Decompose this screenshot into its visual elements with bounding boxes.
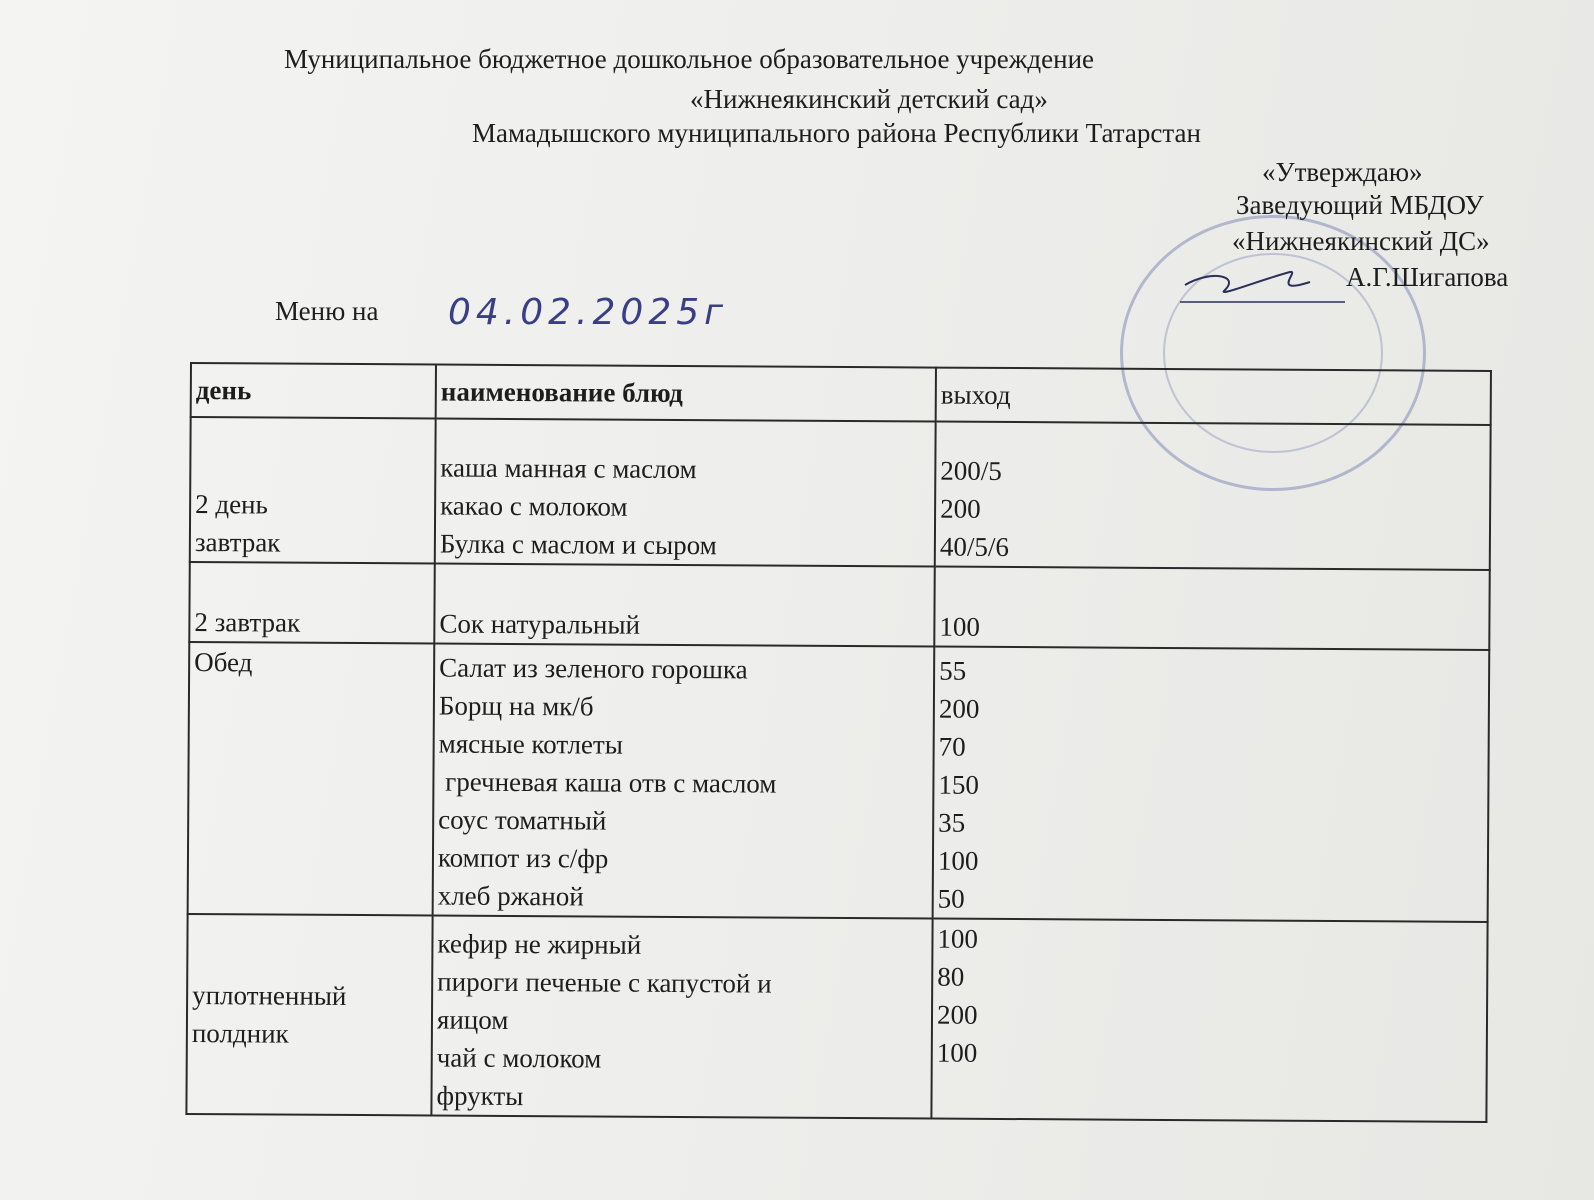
meal-name: Обед	[194, 647, 253, 678]
portion-value: 35	[938, 807, 966, 838]
column-header-day: день	[191, 363, 436, 418]
portion-value: 70	[938, 731, 966, 762]
portions-cell	[934, 567, 1489, 650]
dish-item: чай с молоком	[436, 1042, 602, 1074]
meal-cell	[190, 417, 436, 563]
table-row	[188, 642, 1490, 922]
dish-item: соус томатный	[438, 804, 607, 836]
menu-date-handwritten: 04.02.2025г	[448, 292, 729, 333]
portion-value: 200	[936, 999, 978, 1030]
dish-item: кефир не жирный	[437, 928, 642, 960]
approval-position: Заведующий МБДОУ	[1236, 190, 1484, 220]
portions-cell	[931, 919, 1487, 1122]
dish-item: хлеб ржаной	[437, 880, 584, 912]
portions-cell	[935, 422, 1491, 570]
approver-name: А.Г.Шигапова	[1346, 262, 1509, 292]
organization-name-line-1: Муниципальное бюджетное дошкольное образовательное учреждение	[284, 44, 1094, 74]
portion-value: 100	[937, 923, 979, 954]
portion-value: 40/5/6	[939, 531, 1009, 563]
dishes-cell	[434, 563, 934, 646]
menu-table	[185, 362, 1492, 1123]
dish-item: гречневая каша отв с маслом	[438, 766, 777, 799]
handwritten-signature	[1180, 250, 1350, 310]
table-row	[190, 417, 1491, 570]
portion-value: 50	[937, 883, 965, 914]
dish-item: каша манная с маслом	[440, 452, 697, 485]
meal-cell	[188, 642, 435, 915]
dish-item: фрукты	[436, 1080, 524, 1112]
table-header-row	[191, 363, 1491, 425]
column-header-dish: наименование блюд	[436, 365, 936, 422]
dishes-cell	[431, 915, 932, 1118]
meal-name: полдник	[191, 1018, 289, 1049]
meal-cell	[189, 562, 434, 643]
portions-cell	[933, 647, 1490, 922]
dish-item: Булка с маслом и сыром	[439, 528, 717, 561]
menu-label: Меню на	[275, 296, 379, 326]
portion-value: 55	[939, 655, 967, 686]
meal-name: 2 завтрак	[194, 607, 301, 638]
meal-name: 2 день	[195, 489, 268, 520]
column-header-portion: выход	[936, 368, 1491, 425]
portion-value: 150	[938, 769, 980, 800]
portion-value: 200/5	[940, 455, 1002, 486]
organization-name-line-3: Мамадышского муниципального района Республики Татарстан	[472, 118, 1201, 148]
portion-value: 100	[939, 611, 980, 642]
portion-value: 100	[936, 1037, 978, 1068]
approval-institution: «Нижнеякинский ДС»	[1232, 226, 1490, 256]
dish-item: яицом	[436, 1004, 509, 1035]
portion-value: 80	[937, 961, 965, 992]
dish-item: компот из с/фр	[437, 842, 609, 874]
dish-item: Сок натуральный	[439, 608, 641, 640]
organization-name-line-2: «Нижнеякинский детский сад»	[690, 84, 1048, 114]
approval-title: «Утверждаю»	[1262, 157, 1423, 187]
portion-value: 100	[937, 845, 979, 876]
dish-item: Борщ на мк/б	[438, 690, 594, 722]
dish-item: мясные котлеты	[438, 728, 623, 760]
portion-value: 200	[940, 493, 981, 524]
dish-item: какао с молоком	[440, 490, 628, 522]
meal-cell	[186, 914, 432, 1115]
dishes-cell	[433, 643, 935, 918]
dish-item: Салат из зеленого горошка	[439, 652, 748, 685]
dish-item: пироги печеные с капустой и	[437, 966, 772, 999]
table-row	[186, 914, 1487, 1122]
meal-name: завтрак	[194, 527, 281, 558]
portion-value: 200	[938, 693, 980, 724]
meal-name: уплотненный	[192, 980, 347, 1011]
dishes-cell	[435, 419, 936, 567]
table-row	[189, 562, 1489, 650]
